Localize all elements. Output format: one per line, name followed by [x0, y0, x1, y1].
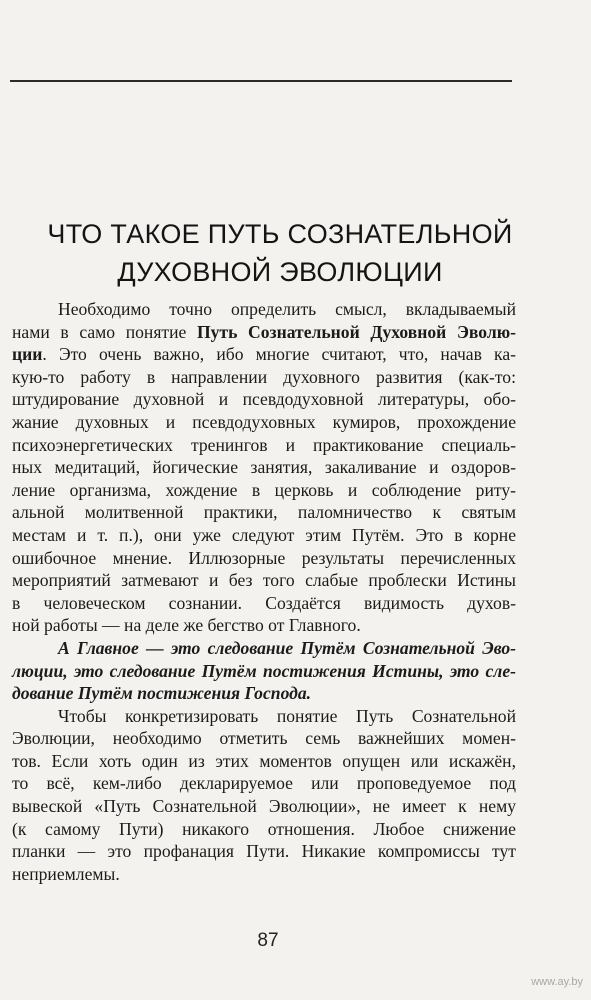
text-line: ных медитаций, йогические занятия, закаливание и оздоров-	[12, 457, 516, 478]
text-line: в человеческом сознании. Создаётся видимость духов-	[12, 592, 516, 613]
page-number: 87	[257, 930, 279, 951]
body-text	[12, 298, 516, 885]
text-line: неприемлемы.	[12, 863, 120, 884]
emphasis-line: дование Путём постижения Господа.	[12, 683, 312, 704]
title-line: ДУХОВНОЙ ЭВОЛЮЦИИ	[117, 257, 443, 287]
bold-term: Путь Сознательной Духовной Эволю-	[196, 321, 516, 342]
header-rule	[10, 80, 512, 82]
text-line: ление организма, хождение в церковь и соблюдение риту-	[12, 479, 516, 500]
emphasis-line: люции, это следование Путём постижения Истины, это сле-	[12, 660, 516, 681]
title-line: ЧТО ТАКОЕ ПУТЬ СОЗНАТЕЛЬНОЙ	[47, 219, 513, 249]
text-line: нами в само понятие Путь Сознательной Духовной Эволю-	[12, 321, 516, 342]
text-line: Эволюции, необходимо отметить семь важнейших момен-	[12, 728, 516, 749]
text-line: то всё, кем-либо декларируемое или проповедуемое под	[12, 773, 516, 794]
text-line: жание духовных и псевдодуховных кумиров, прохождение	[12, 411, 516, 432]
text-line: планки — это профанация Пути. Никакие компромиссы тут	[12, 841, 516, 862]
bold-term: ции	[12, 344, 43, 365]
text-line: Необходимо точно определить смысл, вкладываемый	[58, 299, 516, 319]
text-line: психоэнергетических тренингов и практикование специаль-	[12, 434, 516, 455]
text-line: тов. Если хоть один из этих моментов опущен или искажён,	[12, 750, 516, 771]
text-line: альной молитвенной практики, паломничество к святым	[12, 502, 516, 523]
text-line: (к самому Пути) никакого отношения. Любое снижение	[12, 818, 516, 839]
text-line: ции. Это очень важно, ибо многие считают, что, начав ка-	[12, 344, 516, 365]
text-line: местам и т. п.), они уже следуют этим Путём. Это в корне	[12, 524, 516, 545]
chapter-title	[0, 215, 560, 291]
text-line: вывеской «Путь Сознательной Эволюции», не имеет к нему	[12, 796, 516, 817]
text-line: ной работы — на деле же бегство от Главного.	[12, 615, 361, 636]
emphasis-line: А Главное — это следование Путём Сознательной Эво-	[58, 637, 516, 658]
text-line: штудирование духовной и псевдодуховной литературы, обо-	[12, 389, 516, 410]
text-line: Чтобы конкретизировать понятие Путь Сознательной	[58, 705, 516, 726]
text-line: мероприятий затмевают и без того слабые проблески Истины	[12, 570, 516, 591]
watermark: www.ay.by	[531, 976, 583, 988]
text-line: ошибочное мнение. Иллюзорные результаты перечисленных	[12, 547, 516, 568]
text-line: кую-то работу в направлении духовного развития (как-то:	[12, 366, 516, 387]
